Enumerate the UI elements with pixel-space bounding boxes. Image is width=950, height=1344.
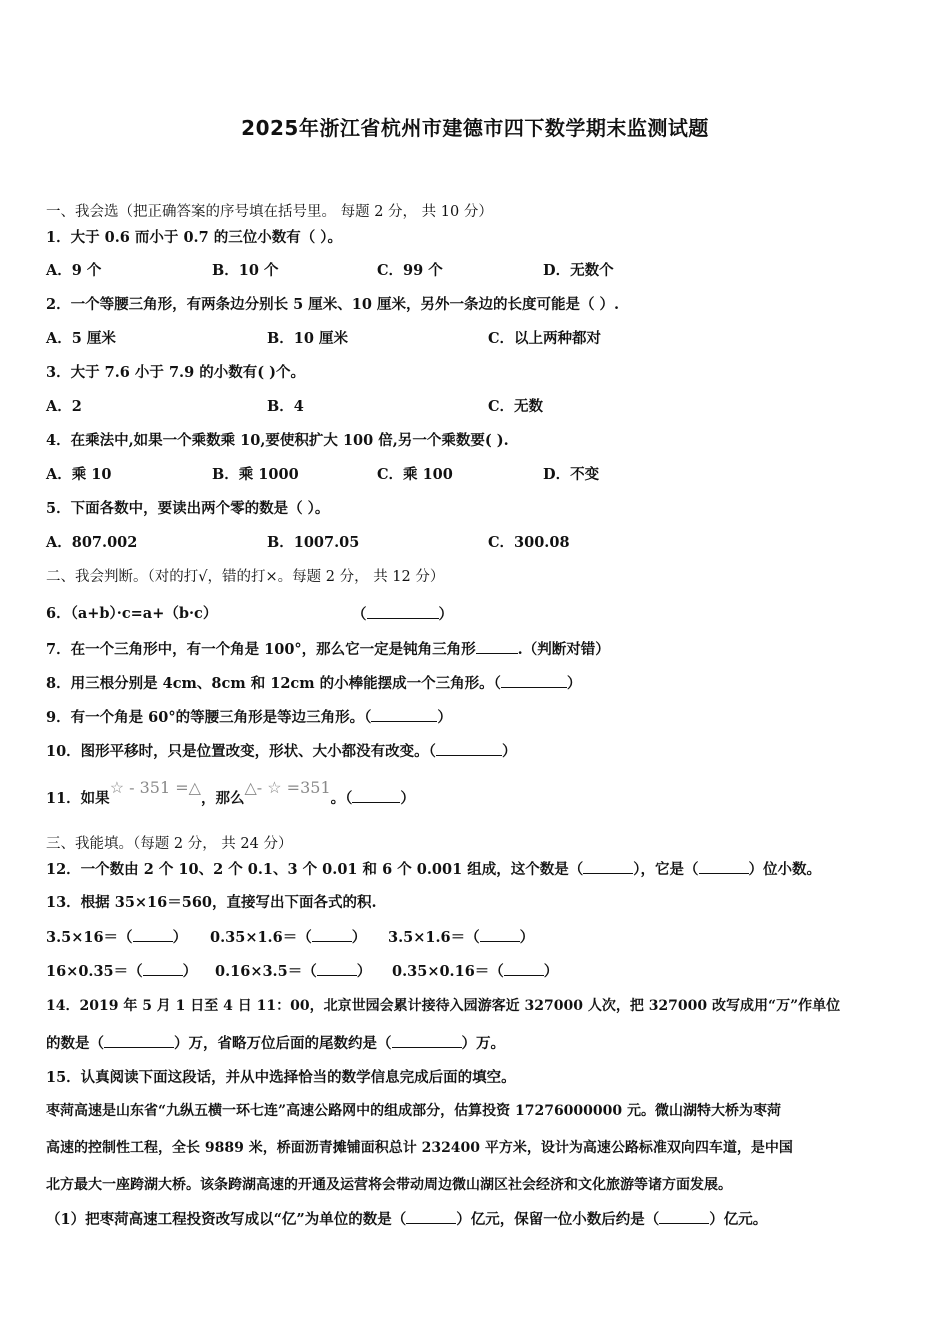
q11-stem: 11．如果☆ - 351 =△，那么△- ☆ =351。（ ）	[46, 778, 415, 807]
q15-blank-1[interactable]	[406, 1209, 456, 1224]
q3-option-a: A．2	[46, 398, 82, 415]
section2-heading: 二、我会判断。（对的打√，错的打×。每题 2 分， 共 12 分）	[46, 569, 445, 585]
q14-blank-2[interactable]	[392, 1033, 462, 1048]
q15-paragraph-3: 北方最大一座跨湖大桥。该条跨湖高速的开通及运营将会带动周边微山湖区社会经济和文化旅游等诸方面发展。	[46, 1177, 732, 1193]
q2-option-b: B．10 厘米	[267, 330, 348, 347]
q2-option-a: A．5 厘米	[46, 330, 116, 347]
q1-option-a: A．9 个	[46, 262, 102, 279]
q15-paragraph-2: 高速的控制性工程，全长 9889 米，桥面沥青摊铺面积总计 232400 平方米，设计为高速公路标准双向四车道，是中国	[46, 1140, 793, 1156]
q13-blank-3[interactable]	[480, 927, 520, 942]
q4-option-c: C．乘 100	[377, 466, 453, 483]
q13-item-2: 0.35×1.6＝（ ）	[210, 929, 367, 946]
q9-stem: 9．有一个角是 60°的等腰三角形是等边三角形。（ ）	[46, 709, 452, 726]
q13-blank-4[interactable]	[143, 961, 183, 976]
q11-formula-2: △- ☆ =351	[244, 778, 331, 797]
q1-option-b: B．10 个	[212, 262, 279, 279]
q12-blank-1[interactable]	[583, 859, 633, 874]
q4-option-d: D．不变	[543, 466, 600, 483]
q13-item-4: 16×0.35＝（ ）	[46, 963, 198, 980]
section1-heading: 一、我会选（把正确答案的序号填在括号里。 每题 2 分， 共 10 分）	[46, 204, 493, 220]
q6-blank-line[interactable]	[367, 604, 439, 619]
q5-option-a: A．807.002	[46, 534, 138, 551]
q6-answer-blank: （ ）	[352, 606, 453, 623]
q5-option-b: B．1007.05	[267, 534, 360, 551]
q1-option-d: D．无数个	[543, 262, 614, 279]
q3-stem: 3．大于 7.6 小于 7.9 的小数有( )个。	[46, 364, 306, 381]
page-title: 2025年浙江省杭州市建德市四下数学期末监测试题	[241, 116, 709, 140]
q2-option-c: C．以上两种都对	[488, 330, 602, 347]
q4-option-a: A．乘 10	[46, 466, 112, 483]
q3-option-c: C．无数	[488, 398, 544, 415]
q13-stem: 13．根据 35×16＝560，直接写出下面各式的积.	[46, 894, 377, 911]
q13-blank-6[interactable]	[504, 961, 544, 976]
q13-item-6: 0.35×0.16＝（ ）	[392, 963, 559, 980]
q9-blank-line[interactable]	[371, 707, 437, 722]
q10-blank-line[interactable]	[436, 741, 502, 756]
q14-line-1: 14．2019 年 5 月 1 日至 4 日 11：00，北京世园会累计接待入园游客近 327000 人次，把 327000 改写成用“万”作单位	[46, 998, 841, 1014]
q13-blank-5[interactable]	[317, 961, 357, 976]
q5-stem: 5．下面各数中，要读出两个零的数是（ ）。	[46, 500, 330, 517]
q13-item-1: 3.5×16＝（ ）	[46, 929, 188, 946]
q14-line-2: 的数是（ ）万，省略万位后面的尾数约是（ ）万。	[46, 1035, 505, 1052]
q15-paragraph-1: 枣菏高速是山东省“九纵五横一环七连”高速公路网中的组成部分，估算投资 17276000000 元。微山湖特大桥为枣菏	[46, 1103, 782, 1119]
q7-stem: 7．在一个三角形中，有一个角是 100°，那么它一定是钝角三角形 .（判断对错）	[46, 641, 610, 658]
q12-stem: 12．一个数由 2 个 10、2 个 0.1、3 个 0.01 和 6 个 0.001 组成，这个数是（ ），它是（ ）位小数。	[46, 861, 821, 878]
q14-blank-1[interactable]	[104, 1033, 174, 1048]
q15-stem: 15．认真阅读下面这段话，并从中选择恰当的数学信息完成后面的填空。	[46, 1069, 516, 1086]
q13-item-5: 0.16×3.5＝（ ）	[215, 963, 372, 980]
section3-heading: 三、我能填。（每题 2 分， 共 24 分）	[46, 836, 293, 852]
q6-stem: 6．（a+b）·c=a+（b·c）	[46, 605, 218, 622]
q13-item-3: 3.5×1.6＝（ ）	[388, 929, 535, 946]
q2-stem: 2．一个等腰三角形，有两条边分别长 5 厘米、10 厘米，另外一条边的长度可能是（ ）.	[46, 296, 620, 313]
q1-stem: 1．大于 0.6 而小于 0.7 的三位小数有（ ）。	[46, 229, 343, 246]
q11-blank-line[interactable]	[352, 788, 400, 803]
q4-stem: 4．在乘法中,如果一个乘数乘 10,要使积扩大 100 倍,另一个乘数要( ).	[46, 432, 509, 449]
q10-stem: 10．图形平移时，只是位置改变，形状、大小都没有改变。（ ）	[46, 743, 517, 760]
q7-blank-line[interactable]	[476, 639, 518, 654]
q12-blank-2[interactable]	[699, 859, 749, 874]
q4-option-b: B．乘 1000	[212, 466, 299, 483]
q8-blank-line[interactable]	[501, 673, 567, 688]
q13-blank-2[interactable]	[312, 927, 352, 942]
q11-formula-1: ☆ - 351 =△	[109, 778, 201, 797]
q1-option-c: C．99 个	[377, 262, 443, 279]
q13-blank-1[interactable]	[133, 927, 173, 942]
q8-stem: 8．用三根分别是 4cm、8cm 和 12cm 的小棒能摆成一个三角形。（ ）	[46, 675, 582, 692]
q5-option-c: C．300.08	[488, 534, 570, 551]
q15-sub-1: （1）把枣菏高速工程投资改写成以“亿”为单位的数是（ ）亿元，保留一位小数后约是（ ）亿元。	[46, 1211, 768, 1228]
q3-option-b: B．4	[267, 398, 304, 415]
q15-blank-2[interactable]	[659, 1209, 709, 1224]
